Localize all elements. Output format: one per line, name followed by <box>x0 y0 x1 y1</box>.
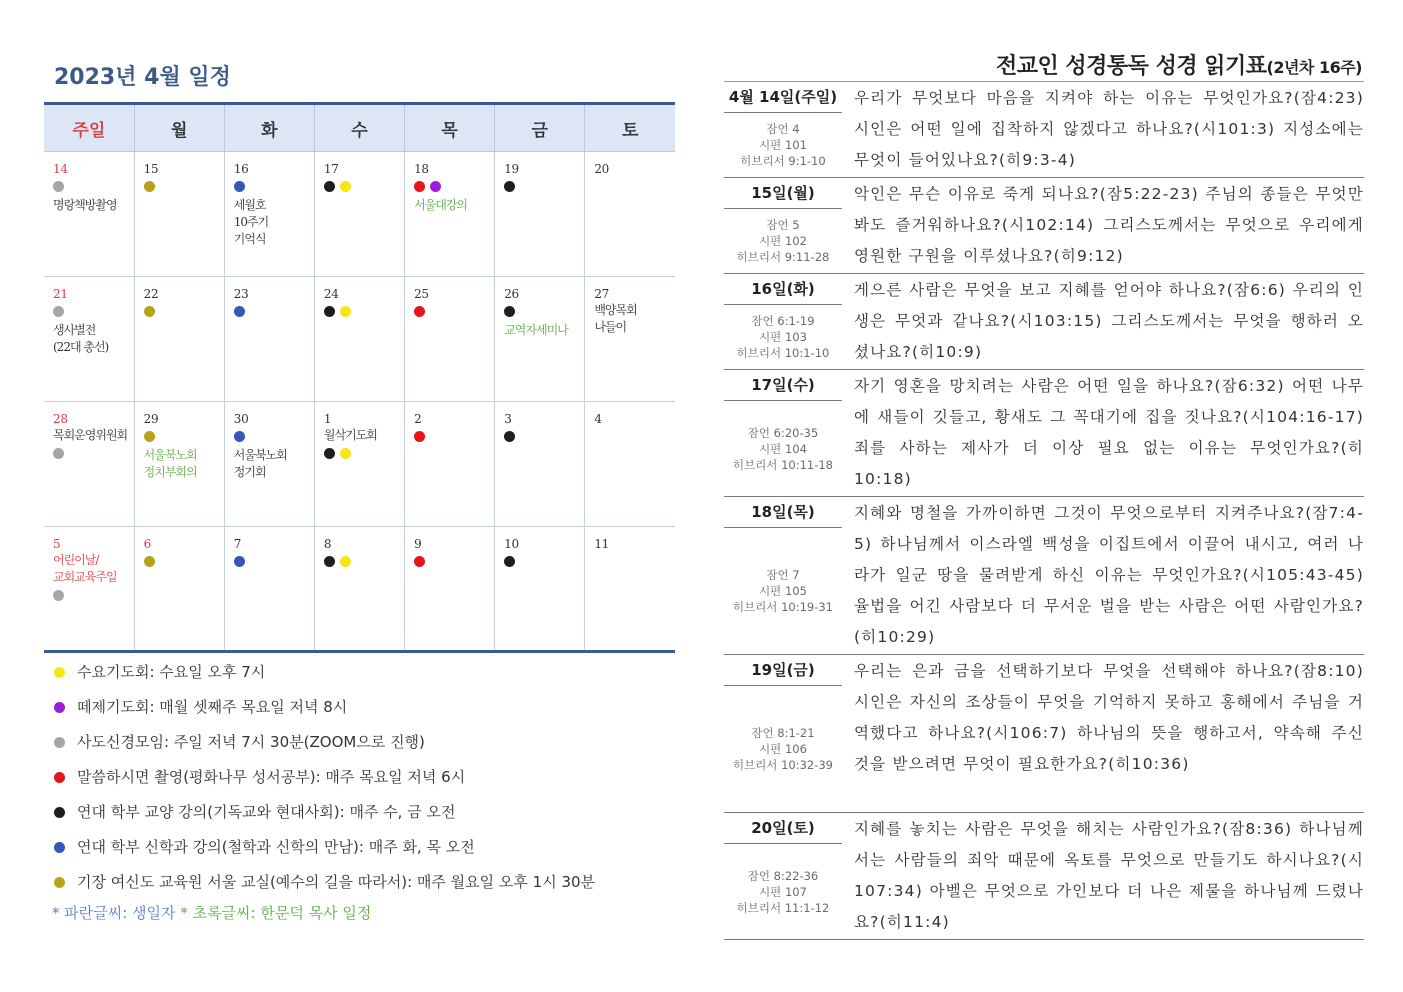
schedule-dots <box>324 179 404 196</box>
reading-questions: 지혜를 놓치는 사람은 무엇을 해치는 사람인가요?(잠8:36) 하나님께서는 사람들의 죄악 때문에 옥토를 무엇으로 만들기도 하시나요?(시107:34) 아벨은 무엇으로 가인보다 더 나은 제물을 하나님께 드렸나요?(히11:4) <box>854 820 1364 931</box>
reading-ref: 히브리서 10:19-31 <box>732 600 833 614</box>
reading-references <box>724 844 842 939</box>
reading-ref: 시편 104 <box>759 441 807 456</box>
reading-questions: 지혜와 명철을 가까이하면 그것이 무엇으로부터 지켜주나요?(잠7:4-5) 하나님께서 이스라엘 백성을 이집트에서 이끌어 내시고, 여러 나라가 일군 땅을 물려받게 하신 이유는 무엇인가요?(시105:43-45) 율법을 어긴 사람보다 더 무서운 벌을 받는 사람은 어떤 사람인가요?(히10:29) <box>854 504 1364 646</box>
reading-day <box>724 82 1364 178</box>
schedule-dots <box>504 554 584 571</box>
weekday-header: 수 <box>314 104 404 152</box>
calendar-day-cell <box>495 277 585 402</box>
calendar-day-cell <box>314 527 404 652</box>
reading-ref: 잠언 6:20-35 <box>747 425 819 440</box>
day-number: 28 <box>53 412 68 426</box>
schedule-dot-black <box>504 431 515 442</box>
reading-day-date: 15일(월) <box>724 178 842 209</box>
calendar-day-cell <box>224 402 314 527</box>
event-label: 월삭기도회 <box>323 428 377 442</box>
calendar-table <box>44 102 675 653</box>
schedule-dot-black <box>324 448 335 459</box>
reading-ref: 잠언 4 <box>766 122 800 136</box>
schedule-dots <box>144 429 224 446</box>
schedule-dot-purple <box>430 181 441 192</box>
reading-days <box>724 82 1364 940</box>
schedule-dots <box>324 554 404 571</box>
schedule-dots <box>234 429 314 446</box>
legend-item <box>44 795 676 830</box>
calendar-day-cell <box>405 402 495 527</box>
calendar-day-cell <box>134 527 224 652</box>
weekday-header: 금 <box>495 104 585 152</box>
day-number: 29 <box>143 412 159 426</box>
weekday-header: 토 <box>585 104 675 152</box>
legend-item <box>44 760 676 795</box>
reading-day-date: 19일(금) <box>724 655 842 686</box>
schedule-dot-gold <box>144 556 155 567</box>
schedule-dot-blue <box>234 431 245 442</box>
reading-day <box>724 274 1364 370</box>
reading-ref: 시편 106 <box>759 742 807 756</box>
weekday-header: 주일 <box>44 104 134 152</box>
legend-item <box>44 690 676 725</box>
reading-ref: 잠언 6:1-19 <box>751 314 815 328</box>
day-number: 26 <box>504 287 519 301</box>
calendar-day-cell <box>585 527 675 652</box>
legend-text: 말씀하시면 촬영(평화나무 성서공부): 매주 목요일 저녁 6시 <box>77 768 466 786</box>
day-number: 17 <box>323 162 339 176</box>
schedule-dot-black <box>324 181 335 192</box>
day-number: 10 <box>504 537 519 551</box>
reading-day-date: 4월 14일(주일) <box>724 82 842 113</box>
calendar-day-cell <box>585 402 675 527</box>
day-number: 1 <box>323 412 332 426</box>
reading-ref: 시편 102 <box>759 234 807 248</box>
schedule-dots <box>414 554 494 571</box>
weekday-header: 목 <box>405 104 495 152</box>
legend-item <box>44 865 676 900</box>
color-note <box>44 900 676 926</box>
reading-questions: 자기 영혼을 망치려는 사람은 어떤 일을 하나요?(잠6:32) 어떤 나무에 새들이 깃들고, 황새도 그 꼭대기에 집을 짓나요?(시104:16-17) 죄를 사하는 제사가 더 이상 필요 없는 이유는 무엇인가요?(히10:18) <box>854 377 1364 488</box>
calendar-day-cell <box>134 152 224 277</box>
reading-questions: 우리는 은과 금을 선택하기보다 무엇을 선택해야 하나요?(잠8:10) 시인은 자신의 조상들이 무엇을 기억하지 못하고 홍해에서 주님을 거역했다고 하나요?(시106:7) 하나님의 뜻을 행하고서, 약속해 주신 것을 받으려면 무엇이 필요한가요?(히10:36) <box>854 662 1364 773</box>
calendar-day-cell <box>44 402 134 527</box>
legend-text: 사도신경모임: 주일 저녁 7시 30분(ZOOM으로 진행) <box>77 733 425 751</box>
schedule-dots <box>144 554 224 571</box>
schedule-dot-gold <box>144 181 155 192</box>
note-green: * 초록글씨: 한문덕 목사 일정 <box>180 904 372 922</box>
event-label: 세월호 10주기 기억식 <box>233 198 269 246</box>
reading-ref: 히브리서 9:1-10 <box>740 154 826 168</box>
day-number: 22 <box>143 287 159 301</box>
calendar-day-cell <box>224 527 314 652</box>
reading-ref: 잠언 5 <box>766 218 800 232</box>
schedule-dot-blue <box>234 181 245 192</box>
legend-dot-blue <box>54 842 65 853</box>
calendar-day-cell <box>495 152 585 277</box>
schedule-dot-blue <box>234 306 245 317</box>
day-number: 15 <box>143 162 159 176</box>
reading-plan-panel <box>724 52 1364 940</box>
event-label: 목회운영위원회 <box>53 428 128 442</box>
calendar-day-cell <box>585 277 675 402</box>
calendar-day-cell <box>44 527 134 652</box>
schedule-dots <box>234 554 314 571</box>
calendar-day-cell <box>44 152 134 277</box>
reading-day-date: 17일(수) <box>724 370 842 401</box>
legend-item <box>44 830 676 865</box>
calendar-day-cell <box>405 152 495 277</box>
calendar-day-cell <box>495 527 585 652</box>
event-label: 서울북노회 정치부회의 <box>143 448 197 479</box>
day-number: 23 <box>233 287 249 301</box>
schedule-dot-gray <box>53 590 64 601</box>
legend-text: 떼제기도회: 매월 셋째주 목요일 저녁 8시 <box>77 698 348 716</box>
day-number: 8 <box>323 537 332 551</box>
legend-dot-yellow <box>54 667 65 678</box>
note-blue: * 파란글씨: 생일자 <box>52 904 176 922</box>
schedule-dots <box>324 446 404 463</box>
reading-ref: 잠언 7 <box>766 568 800 582</box>
schedule-dots <box>53 304 134 321</box>
reading-day <box>724 497 1364 655</box>
calendar-day-cell <box>44 277 134 402</box>
reading-ref: 히브리서 11:1-12 <box>736 900 830 915</box>
calendar-week-row <box>44 152 675 277</box>
legend-item <box>44 725 676 760</box>
legend-text: 연대 학부 신학과 강의(철학과 신학의 만남): 매주 화, 목 오전 <box>77 838 475 856</box>
schedule-dots <box>234 179 314 196</box>
schedule-dot-red <box>414 556 425 567</box>
calendar-title: 2023년 4월 일정 <box>54 65 231 90</box>
schedule-dot-red <box>414 181 425 192</box>
reading-references <box>724 113 842 177</box>
event-label: 서울북노회 정기회 <box>233 448 287 479</box>
schedule-dot-red <box>414 431 425 442</box>
reading-day <box>724 813 1364 940</box>
schedule-dot-black <box>324 556 335 567</box>
day-number: 25 <box>414 287 429 301</box>
schedule-dot-red <box>414 306 425 317</box>
reading-ref: 시편 103 <box>759 330 807 344</box>
reading-day <box>724 370 1364 497</box>
reading-day-date: 16일(화) <box>724 274 842 305</box>
day-number: 4 <box>594 412 602 426</box>
reading-ref: 잠언 8:1-21 <box>751 726 815 740</box>
calendar-week-row <box>44 527 675 652</box>
reading-title-main: 전교인 성경통독 성경 읽기표 <box>996 54 1267 79</box>
legend-dot-red <box>54 772 65 783</box>
reading-day <box>724 178 1364 274</box>
schedule-dots <box>504 429 584 446</box>
schedule-dot-gray <box>53 181 64 192</box>
legend-dot-purple <box>54 702 65 713</box>
schedule-legend <box>44 655 676 900</box>
reading-ref: 히브리서 10:11-18 <box>732 457 833 472</box>
legend-dot-gold <box>54 877 65 888</box>
weekday-header: 월 <box>134 104 224 152</box>
event-label: 명랑책방촬영 <box>53 198 117 212</box>
weekday-header-row <box>44 104 675 152</box>
schedule-dot-gray <box>53 448 64 459</box>
schedule-dot-yellow <box>340 306 351 317</box>
weekday-header: 화 <box>224 104 314 152</box>
event-label: 백양목회 나들이 <box>594 303 637 334</box>
calendar-day-cell <box>495 402 585 527</box>
calendar-day-cell <box>224 152 314 277</box>
calendar-day-cell <box>314 277 404 402</box>
schedule-dot-blue <box>234 556 245 567</box>
reading-ref: 히브리서 10:1-10 <box>736 346 830 360</box>
legend-text: 수요기도회: 수요일 오후 7시 <box>77 663 266 681</box>
schedule-dots <box>53 179 134 196</box>
day-number: 24 <box>323 287 339 301</box>
schedule-dot-yellow <box>340 556 351 567</box>
reading-questions: 우리가 무엇보다 마음을 지켜야 하는 이유는 무엇인가요?(잠4:23) 시인은 어떤 일에 집착하지 않겠다고 하나요?(시101:3) 지성소에는 무엇이 들어있나요?(히9:3-4) <box>854 89 1364 169</box>
day-number: 21 <box>53 287 68 301</box>
schedule-dot-gold <box>144 306 155 317</box>
day-number: 3 <box>504 412 512 426</box>
reading-day-date: 18일(목) <box>724 497 842 528</box>
schedule-dot-black <box>504 181 515 192</box>
schedule-dots <box>504 304 584 321</box>
day-number: 2 <box>414 412 422 426</box>
day-number: 9 <box>414 537 422 551</box>
schedule-dot-gold <box>144 431 155 442</box>
day-number: 6 <box>143 537 151 551</box>
legend-dot-gray <box>54 737 65 748</box>
day-number: 5 <box>53 537 61 551</box>
event-label: 교역자세미나 <box>504 323 568 337</box>
calendar-day-cell <box>405 527 495 652</box>
schedule-dots <box>53 446 134 463</box>
reading-ref: 시편 107 <box>759 884 807 899</box>
reading-references <box>724 528 842 654</box>
event-label: 생사별전 (22대 총선) <box>53 323 109 354</box>
reading-ref: 히브리서 10:32-39 <box>732 758 833 772</box>
reading-ref: 시편 101 <box>759 138 807 152</box>
reading-references <box>724 305 842 369</box>
calendar-week-row <box>44 402 675 527</box>
calendar-week-row <box>44 277 675 402</box>
reading-day <box>724 655 1364 813</box>
calendar-day-cell <box>224 277 314 402</box>
schedule-dots <box>234 304 314 321</box>
schedule-dot-black <box>504 306 515 317</box>
reading-ref: 잠언 8:22-36 <box>747 868 819 883</box>
reading-ref: 히브리서 9:11-28 <box>736 250 830 264</box>
legend-text: 기장 여신도 교육원 서울 교실(예수의 길을 따라서): 매주 월요일 오후 1시 30분 <box>77 873 596 891</box>
reading-title-week: (2년차 16주) <box>1266 58 1362 77</box>
reading-questions: 악인은 무슨 이유로 죽게 되나요?(잠5:22-23) 주님의 종들은 무엇만 봐도 즐거워하나요?(시102:14) 그리스도께서는 무엇으로 우리에게 영원한 구원을 이루셨나요?(히9:12) <box>854 185 1364 265</box>
reading-questions: 게으른 사람은 무엇을 보고 지혜를 얻어야 하나요?(잠6:6) 우리의 인생은 무엇과 같나요?(시103:15) 그리스도께서는 무엇을 행하러 오셨나요?(히10:9) <box>854 281 1364 361</box>
day-number: 20 <box>594 162 610 176</box>
day-number: 30 <box>233 412 249 426</box>
schedule-dots <box>504 179 584 196</box>
schedule-dot-yellow <box>340 448 351 459</box>
schedule-dots <box>414 179 494 196</box>
legend-dot-black <box>54 807 65 818</box>
event-label: 서울대강의 <box>414 198 468 212</box>
day-number: 27 <box>594 287 610 301</box>
calendar-day-cell <box>314 152 404 277</box>
calendar-day-cell <box>585 152 675 277</box>
legend-item <box>44 655 676 690</box>
reading-ref: 시편 105 <box>759 584 807 598</box>
calendar-day-cell <box>405 277 495 402</box>
reading-references <box>724 686 842 812</box>
schedule-dot-yellow <box>340 181 351 192</box>
schedule-dot-black <box>504 556 515 567</box>
calendar-panel <box>44 58 676 926</box>
event-label: 어린이날/ 교회교육주일 <box>53 553 117 584</box>
reading-plan-title <box>724 52 1364 82</box>
schedule-dots <box>324 304 404 321</box>
calendar-body <box>44 152 675 652</box>
schedule-dots <box>144 304 224 321</box>
schedule-dot-black <box>324 306 335 317</box>
schedule-dots <box>414 304 494 321</box>
reading-day-date: 20일(토) <box>724 813 842 844</box>
day-number: 11 <box>594 537 610 551</box>
schedule-dots <box>414 429 494 446</box>
reading-references <box>724 401 842 496</box>
day-number: 16 <box>233 162 249 176</box>
schedule-dot-gray <box>53 306 64 317</box>
legend-text: 연대 학부 교양 강의(기독교와 현대사회): 매주 수, 금 오전 <box>77 803 456 821</box>
schedule-dots <box>53 588 134 605</box>
day-number: 7 <box>233 537 242 551</box>
calendar-day-cell <box>134 277 224 402</box>
calendar-day-cell <box>134 402 224 527</box>
reading-references <box>724 209 842 273</box>
schedule-dots <box>144 179 224 196</box>
day-number: 19 <box>504 162 519 176</box>
day-number: 18 <box>414 162 429 176</box>
calendar-day-cell <box>314 402 404 527</box>
day-number: 14 <box>53 162 68 176</box>
